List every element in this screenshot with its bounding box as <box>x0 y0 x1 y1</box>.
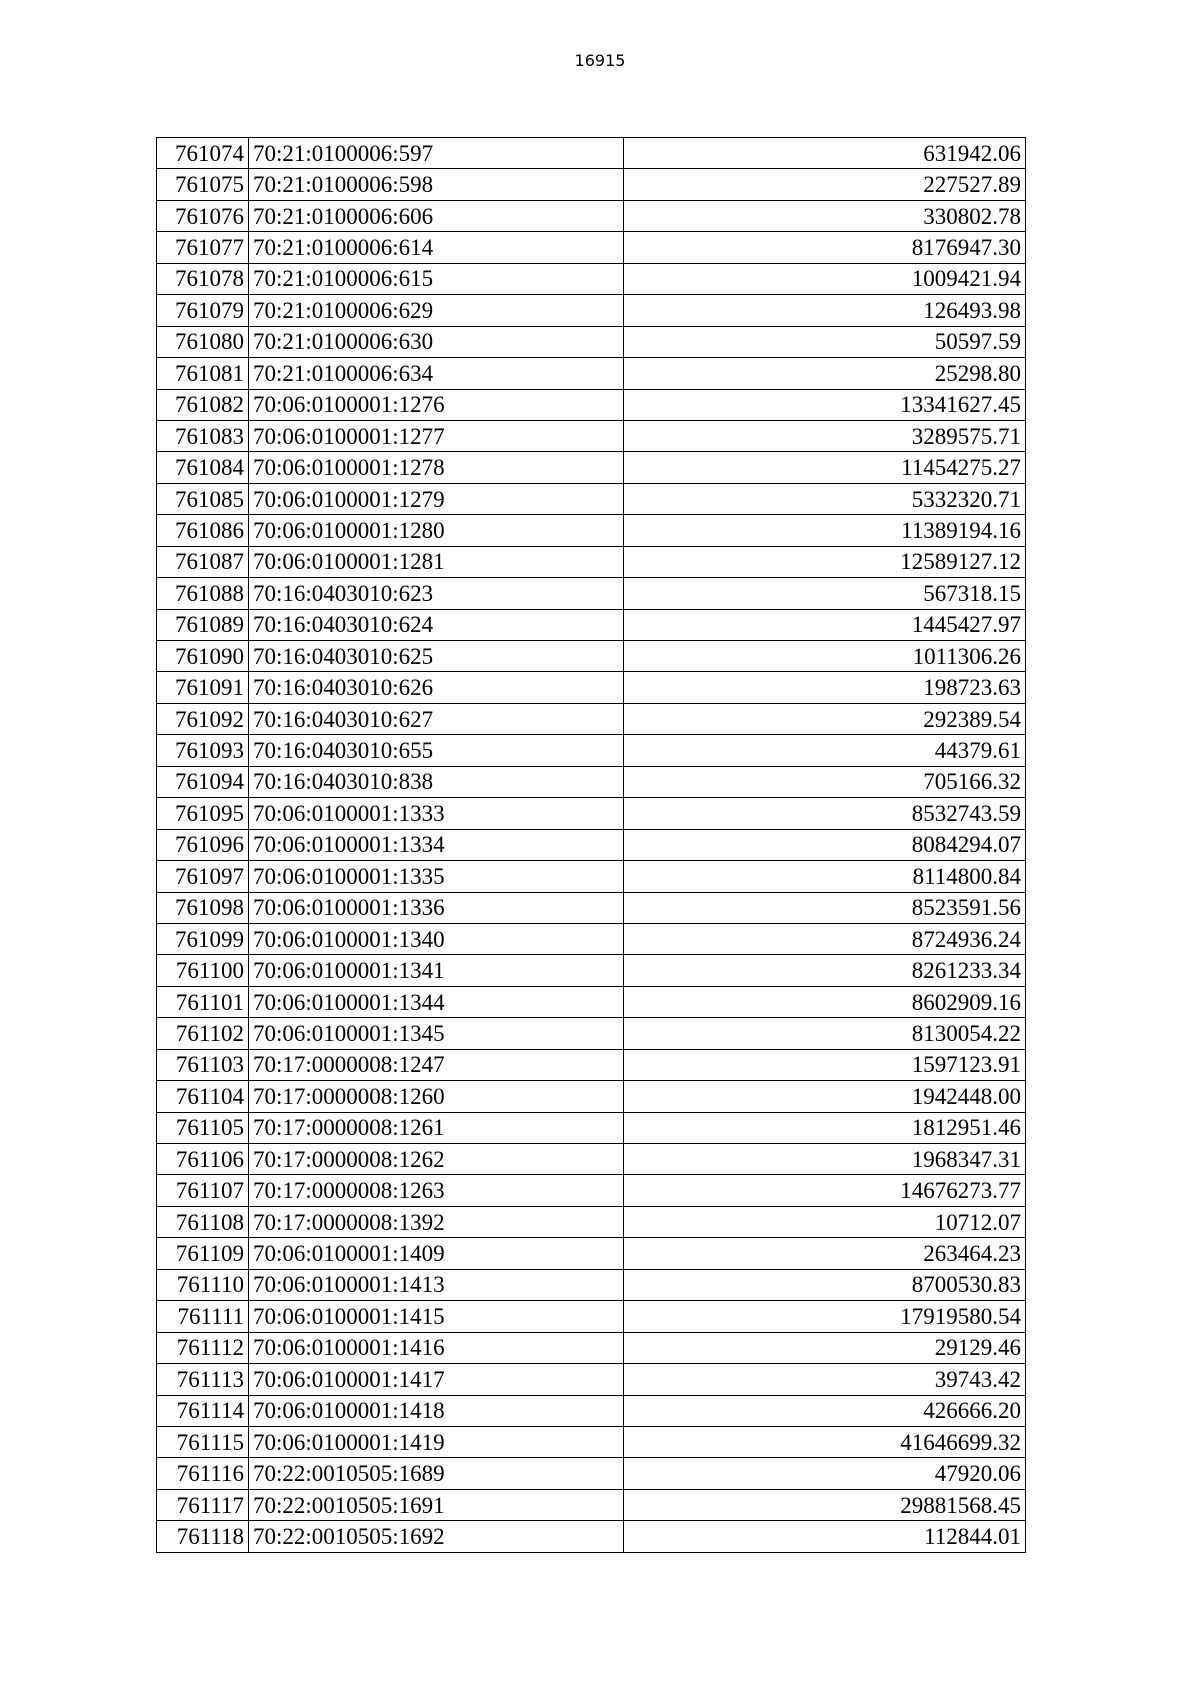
cadastral-number-cell: 70:06:0100001:1413 <box>249 1269 624 1300</box>
cadastral-value-cell: 1445427.97 <box>624 609 1026 640</box>
cadastral-number-cell: 70:21:0100006:598 <box>249 169 624 200</box>
table-body <box>157 138 1026 1553</box>
table-row <box>157 1489 1026 1520</box>
cadastral-value-cell: 1009421.94 <box>624 263 1026 294</box>
cadastral-value-cell: 41646699.32 <box>624 1426 1026 1457</box>
page-number: 16915 <box>574 51 626 70</box>
row-number-cell: 761076 <box>157 200 249 231</box>
table-row <box>157 1049 1026 1080</box>
row-number-cell: 761111 <box>157 1301 249 1332</box>
cadastral-number-cell: 70:17:0000008:1392 <box>249 1206 624 1237</box>
cadastral-number-cell: 70:06:0100001:1419 <box>249 1426 624 1457</box>
table-row <box>157 1238 1026 1269</box>
row-number-cell: 761081 <box>157 358 249 389</box>
row-number-cell: 761118 <box>157 1521 249 1552</box>
table-row <box>157 955 1026 986</box>
cadastral-number-cell: 70:06:0100001:1344 <box>249 986 624 1017</box>
cadastral-number-cell: 70:16:0403010:625 <box>249 641 624 672</box>
row-number-cell: 761098 <box>157 892 249 923</box>
table-row <box>157 389 1026 420</box>
cadastral-value-cell: 39743.42 <box>624 1364 1026 1395</box>
cadastral-value-cell: 25298.80 <box>624 358 1026 389</box>
row-number-cell: 761085 <box>157 483 249 514</box>
row-number-cell: 761112 <box>157 1332 249 1363</box>
row-number-cell: 761100 <box>157 955 249 986</box>
table-row <box>157 609 1026 640</box>
cadastral-value-cell: 8602909.16 <box>624 986 1026 1017</box>
table-row <box>157 483 1026 514</box>
cadastral-value-cell: 126493.98 <box>624 295 1026 326</box>
cadastral-value-cell: 8114800.84 <box>624 861 1026 892</box>
table-row <box>157 641 1026 672</box>
cadastral-number-cell: 70:06:0100001:1345 <box>249 1018 624 1049</box>
cadastral-number-cell: 70:06:0100001:1341 <box>249 955 624 986</box>
table-row <box>157 1332 1026 1363</box>
table-row <box>157 546 1026 577</box>
cadastral-number-cell: 70:17:0000008:1247 <box>249 1049 624 1080</box>
cadastral-number-cell: 70:21:0100006:614 <box>249 232 624 263</box>
row-number-cell: 761110 <box>157 1269 249 1300</box>
table-row <box>157 672 1026 703</box>
table-row <box>157 986 1026 1017</box>
row-number-cell: 761114 <box>157 1395 249 1426</box>
cadastral-number-cell: 70:06:0100001:1279 <box>249 483 624 514</box>
table-row <box>157 1206 1026 1237</box>
table-row <box>157 1175 1026 1206</box>
cadastral-number-cell: 70:17:0000008:1262 <box>249 1144 624 1175</box>
table-row <box>157 1395 1026 1426</box>
cadastral-number-cell: 70:17:0000008:1263 <box>249 1175 624 1206</box>
table-row <box>157 766 1026 797</box>
row-number-cell: 761093 <box>157 735 249 766</box>
cadastral-number-cell: 70:22:0010505:1691 <box>249 1489 624 1520</box>
table-row <box>157 923 1026 954</box>
table-row <box>157 295 1026 326</box>
cadastral-value-cell: 567318.15 <box>624 578 1026 609</box>
row-number-cell: 761086 <box>157 515 249 546</box>
row-number-cell: 761088 <box>157 578 249 609</box>
cadastral-number-cell: 70:06:0100001:1276 <box>249 389 624 420</box>
cadastral-value-cell: 29881568.45 <box>624 1489 1026 1520</box>
cadastral-value-cell: 11389194.16 <box>624 515 1026 546</box>
row-number-cell: 761074 <box>157 138 249 169</box>
cadastral-value-cell: 8261233.34 <box>624 955 1026 986</box>
table-row <box>157 735 1026 766</box>
cadastral-value-cell: 426666.20 <box>624 1395 1026 1426</box>
table-row <box>157 1081 1026 1112</box>
cadastral-number-cell: 70:06:0100001:1277 <box>249 420 624 451</box>
cadastral-value-cell: 227527.89 <box>624 169 1026 200</box>
row-number-cell: 761092 <box>157 703 249 734</box>
row-number-cell: 761096 <box>157 829 249 860</box>
row-number-cell: 761090 <box>157 641 249 672</box>
table-row <box>157 515 1026 546</box>
table-row <box>157 1364 1026 1395</box>
table-row <box>157 200 1026 231</box>
cadastral-number-cell: 70:17:0000008:1260 <box>249 1081 624 1112</box>
cadastral-value-cell: 50597.59 <box>624 326 1026 357</box>
cadastral-number-cell: 70:21:0100006:597 <box>249 138 624 169</box>
row-number-cell: 761094 <box>157 766 249 797</box>
row-number-cell: 761105 <box>157 1112 249 1143</box>
cadastral-number-cell: 70:16:0403010:624 <box>249 609 624 640</box>
table-row <box>157 892 1026 923</box>
cadastral-number-cell: 70:21:0100006:629 <box>249 295 624 326</box>
table-row <box>157 358 1026 389</box>
table-row <box>157 1458 1026 1489</box>
row-number-cell: 761117 <box>157 1489 249 1520</box>
row-number-cell: 761083 <box>157 420 249 451</box>
row-number-cell: 761101 <box>157 986 249 1017</box>
cadastral-number-cell: 70:21:0100006:630 <box>249 326 624 357</box>
row-number-cell: 761082 <box>157 389 249 420</box>
cadastral-number-cell: 70:22:0010505:1689 <box>249 1458 624 1489</box>
cadastral-number-cell: 70:06:0100001:1333 <box>249 798 624 829</box>
table-row <box>157 1269 1026 1300</box>
cadastral-value-cell: 17919580.54 <box>624 1301 1026 1332</box>
cadastral-value-cell: 705166.32 <box>624 766 1026 797</box>
cadastral-value-cell: 112844.01 <box>624 1521 1026 1552</box>
row-number-cell: 761102 <box>157 1018 249 1049</box>
cadastral-value-cell: 198723.63 <box>624 672 1026 703</box>
table-row <box>157 798 1026 829</box>
cadastral-number-cell: 70:16:0403010:838 <box>249 766 624 797</box>
cadastral-value-cell: 29129.46 <box>624 1332 1026 1363</box>
cadastral-number-cell: 70:21:0100006:634 <box>249 358 624 389</box>
row-number-cell: 761116 <box>157 1458 249 1489</box>
cadastral-value-cell: 1968347.31 <box>624 1144 1026 1175</box>
table-row <box>157 1426 1026 1457</box>
cadastral-value-cell: 5332320.71 <box>624 483 1026 514</box>
cadastral-number-cell: 70:21:0100006:606 <box>249 200 624 231</box>
cadastral-number-cell: 70:16:0403010:626 <box>249 672 624 703</box>
cadastral-value-cell: 263464.23 <box>624 1238 1026 1269</box>
cadastral-number-cell: 70:06:0100001:1281 <box>249 546 624 577</box>
cadastral-value-cell: 8724936.24 <box>624 923 1026 954</box>
table-row <box>157 232 1026 263</box>
table-row <box>157 1301 1026 1332</box>
cadastral-number-cell: 70:06:0100001:1340 <box>249 923 624 954</box>
table-row <box>157 578 1026 609</box>
cadastral-value-cell: 292389.54 <box>624 703 1026 734</box>
row-number-cell: 761084 <box>157 452 249 483</box>
cadastral-number-cell: 70:06:0100001:1280 <box>249 515 624 546</box>
row-number-cell: 761108 <box>157 1206 249 1237</box>
row-number-cell: 761080 <box>157 326 249 357</box>
cadastral-number-cell: 70:06:0100001:1409 <box>249 1238 624 1269</box>
cadastral-value-table <box>156 137 1026 1553</box>
row-number-cell: 761103 <box>157 1049 249 1080</box>
cadastral-number-cell: 70:06:0100001:1418 <box>249 1395 624 1426</box>
cadastral-value-cell: 13341627.45 <box>624 389 1026 420</box>
table-row <box>157 1144 1026 1175</box>
row-number-cell: 761079 <box>157 295 249 326</box>
cadastral-value-cell: 10712.07 <box>624 1206 1026 1237</box>
table-row <box>157 1018 1026 1049</box>
cadastral-value-cell: 14676273.77 <box>624 1175 1026 1206</box>
row-number-cell: 761087 <box>157 546 249 577</box>
cadastral-value-cell: 1812951.46 <box>624 1112 1026 1143</box>
cadastral-number-cell: 70:06:0100001:1336 <box>249 892 624 923</box>
cadastral-number-cell: 70:06:0100001:1335 <box>249 861 624 892</box>
cadastral-number-cell: 70:06:0100001:1334 <box>249 829 624 860</box>
cadastral-value-cell: 330802.78 <box>624 200 1026 231</box>
cadastral-value-cell: 8130054.22 <box>624 1018 1026 1049</box>
row-number-cell: 761078 <box>157 263 249 294</box>
row-number-cell: 761115 <box>157 1426 249 1457</box>
cadastral-value-cell: 8700530.83 <box>624 1269 1026 1300</box>
table-row <box>157 1521 1026 1552</box>
cadastral-value-cell: 1597123.91 <box>624 1049 1026 1080</box>
table-row <box>157 138 1026 169</box>
table-row <box>157 263 1026 294</box>
cadastral-number-cell: 70:06:0100001:1278 <box>249 452 624 483</box>
row-number-cell: 761107 <box>157 1175 249 1206</box>
cadastral-number-cell: 70:17:0000008:1261 <box>249 1112 624 1143</box>
table-row <box>157 703 1026 734</box>
table-row <box>157 829 1026 860</box>
row-number-cell: 761113 <box>157 1364 249 1395</box>
cadastral-value-cell: 8084294.07 <box>624 829 1026 860</box>
row-number-cell: 761099 <box>157 923 249 954</box>
row-number-cell: 761077 <box>157 232 249 263</box>
cadastral-number-cell: 70:16:0403010:627 <box>249 703 624 734</box>
table-row <box>157 169 1026 200</box>
cadastral-value-cell: 8532743.59 <box>624 798 1026 829</box>
cadastral-number-cell: 70:22:0010505:1692 <box>249 1521 624 1552</box>
table-row <box>157 1112 1026 1143</box>
cadastral-value-cell: 47920.06 <box>624 1458 1026 1489</box>
table-row <box>157 452 1026 483</box>
row-number-cell: 761104 <box>157 1081 249 1112</box>
row-number-cell: 761075 <box>157 169 249 200</box>
cadastral-number-cell: 70:16:0403010:655 <box>249 735 624 766</box>
row-number-cell: 761109 <box>157 1238 249 1269</box>
cadastral-value-cell: 3289575.71 <box>624 420 1026 451</box>
cadastral-value-cell: 8523591.56 <box>624 892 1026 923</box>
table-row <box>157 326 1026 357</box>
cadastral-number-cell: 70:06:0100001:1416 <box>249 1332 624 1363</box>
cadastral-number-cell: 70:21:0100006:615 <box>249 263 624 294</box>
cadastral-value-cell: 1011306.26 <box>624 641 1026 672</box>
cadastral-value-cell: 1942448.00 <box>624 1081 1026 1112</box>
row-number-cell: 761089 <box>157 609 249 640</box>
cadastral-value-cell: 11454275.27 <box>624 452 1026 483</box>
cadastral-number-cell: 70:16:0403010:623 <box>249 578 624 609</box>
row-number-cell: 761091 <box>157 672 249 703</box>
cadastral-number-cell: 70:06:0100001:1417 <box>249 1364 624 1395</box>
cadastral-value-cell: 44379.61 <box>624 735 1026 766</box>
row-number-cell: 761095 <box>157 798 249 829</box>
cadastral-value-cell: 12589127.12 <box>624 546 1026 577</box>
row-number-cell: 761097 <box>157 861 249 892</box>
cadastral-value-cell: 631942.06 <box>624 138 1026 169</box>
cadastral-value-cell: 8176947.30 <box>624 232 1026 263</box>
table-row <box>157 420 1026 451</box>
table-row <box>157 861 1026 892</box>
row-number-cell: 761106 <box>157 1144 249 1175</box>
cadastral-number-cell: 70:06:0100001:1415 <box>249 1301 624 1332</box>
